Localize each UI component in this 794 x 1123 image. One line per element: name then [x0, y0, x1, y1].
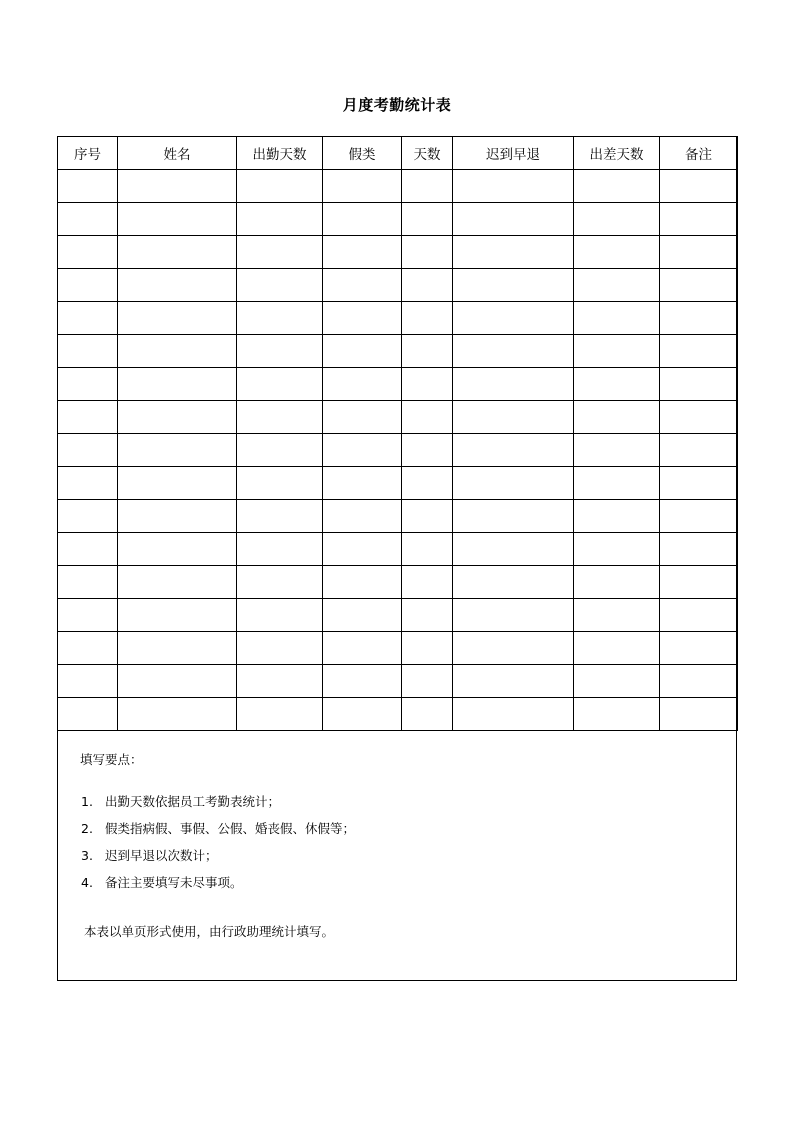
table-cell[interactable] — [58, 599, 118, 632]
table-cell[interactable] — [574, 368, 660, 401]
table-cell[interactable] — [237, 500, 323, 533]
table-cell[interactable] — [574, 269, 660, 302]
table-cell[interactable] — [574, 434, 660, 467]
table-row — [58, 236, 738, 269]
table-row — [58, 500, 738, 533]
table-cell[interactable] — [453, 302, 574, 335]
table-cell[interactable] — [118, 269, 237, 302]
table-cell[interactable] — [237, 401, 323, 434]
table-cell[interactable] — [58, 533, 118, 566]
table-cell[interactable] — [402, 203, 453, 236]
table-cell[interactable] — [453, 236, 574, 269]
table-cell[interactable] — [118, 203, 237, 236]
table-row — [58, 698, 738, 731]
table-cell[interactable] — [237, 434, 323, 467]
table-cell[interactable] — [118, 170, 237, 203]
table-row — [58, 533, 738, 566]
table-cell[interactable] — [574, 302, 660, 335]
note-number: 4. — [81, 875, 93, 890]
table-cell[interactable] — [323, 566, 402, 599]
table-cell[interactable] — [660, 467, 738, 500]
table-cell[interactable] — [118, 401, 237, 434]
note-text: 迟到早退以次数计； — [105, 848, 218, 863]
table-cell[interactable] — [237, 368, 323, 401]
column-header-attendance-days: 出勤天数 — [237, 137, 323, 170]
table-cell[interactable] — [58, 467, 118, 500]
table-cell[interactable] — [453, 665, 574, 698]
table-cell[interactable] — [402, 566, 453, 599]
table-cell[interactable] — [237, 665, 323, 698]
table-cell[interactable] — [574, 335, 660, 368]
table-row — [58, 203, 738, 236]
table-cell[interactable] — [402, 632, 453, 665]
table-cell[interactable] — [118, 698, 237, 731]
table-cell[interactable] — [574, 401, 660, 434]
table-cell[interactable] — [574, 236, 660, 269]
table-cell[interactable] — [574, 500, 660, 533]
table-cell[interactable] — [237, 632, 323, 665]
table-cell[interactable] — [453, 401, 574, 434]
column-header-late-early: 迟到早退 — [453, 137, 574, 170]
note-item — [81, 848, 355, 875]
table-cell[interactable] — [402, 500, 453, 533]
table-cell[interactable] — [323, 599, 402, 632]
table-cell[interactable] — [237, 335, 323, 368]
table-cell[interactable] — [58, 302, 118, 335]
table-cell[interactable] — [453, 566, 574, 599]
document-title: 月度考勤统计表 — [342, 96, 452, 114]
table-cell[interactable] — [453, 467, 574, 500]
table-cell[interactable] — [660, 599, 738, 632]
table-cell[interactable] — [118, 632, 237, 665]
table-cell[interactable] — [58, 269, 118, 302]
table-row — [58, 170, 738, 203]
table-cell[interactable] — [660, 632, 738, 665]
table-cell[interactable] — [118, 599, 237, 632]
table-cell[interactable] — [118, 302, 237, 335]
table-cell[interactable] — [237, 170, 323, 203]
table-cell[interactable] — [323, 269, 402, 302]
table-cell[interactable] — [402, 368, 453, 401]
table-cell[interactable] — [402, 665, 453, 698]
note-number: 2. — [81, 821, 93, 836]
table-cell[interactable] — [237, 203, 323, 236]
table-cell[interactable] — [58, 698, 118, 731]
table-cell[interactable] — [660, 434, 738, 467]
table-cell[interactable] — [453, 434, 574, 467]
table-cell[interactable] — [574, 170, 660, 203]
table-cell[interactable] — [453, 203, 574, 236]
table-cell[interactable] — [323, 203, 402, 236]
table-cell[interactable] — [323, 434, 402, 467]
table-row — [58, 434, 738, 467]
attendance-table — [57, 136, 738, 731]
table-cell[interactable] — [323, 368, 402, 401]
table-cell[interactable] — [402, 170, 453, 203]
table-cell[interactable] — [58, 665, 118, 698]
note-text: 假类指病假、事假、公假、婚丧假、休假等； — [105, 821, 356, 836]
table-cell[interactable] — [574, 566, 660, 599]
table-header-row — [58, 137, 738, 170]
table-cell[interactable] — [118, 467, 237, 500]
table-cell[interactable] — [118, 335, 237, 368]
table-cell[interactable] — [118, 533, 237, 566]
table-cell[interactable] — [574, 533, 660, 566]
table-row — [58, 665, 738, 698]
table-row — [58, 335, 738, 368]
table-cell[interactable] — [402, 533, 453, 566]
table-cell[interactable] — [660, 170, 738, 203]
table-row — [58, 467, 738, 500]
table-row — [58, 599, 738, 632]
table-cell[interactable] — [323, 632, 402, 665]
column-header-index: 序号 — [58, 137, 118, 170]
table-cell[interactable] — [323, 302, 402, 335]
table-cell[interactable] — [660, 269, 738, 302]
table-row — [58, 269, 738, 302]
table-cell[interactable] — [660, 368, 738, 401]
table-cell[interactable] — [660, 401, 738, 434]
table-cell[interactable] — [402, 269, 453, 302]
table-cell[interactable] — [237, 269, 323, 302]
table-row — [58, 368, 738, 401]
column-header-remarks: 备注 — [660, 137, 738, 170]
table-cell[interactable] — [237, 467, 323, 500]
table-cell[interactable] — [402, 599, 453, 632]
table-cell[interactable] — [323, 236, 402, 269]
table-cell[interactable] — [453, 698, 574, 731]
table-cell[interactable] — [453, 368, 574, 401]
table-cell[interactable] — [660, 302, 738, 335]
table-row — [58, 566, 738, 599]
footer-note: 本表以单页形式使用，由行政助理统计填写。 — [84, 924, 335, 939]
column-header-leave-type: 假类 — [323, 137, 402, 170]
table-cell[interactable] — [118, 434, 237, 467]
table-cell[interactable] — [237, 599, 323, 632]
table-cell[interactable] — [237, 236, 323, 269]
table-cell[interactable] — [118, 368, 237, 401]
note-text: 出勤天数依据员工考勤表统计； — [105, 794, 281, 809]
table-cell[interactable] — [58, 368, 118, 401]
table-cell[interactable] — [58, 632, 118, 665]
table-cell[interactable] — [574, 467, 660, 500]
column-header-business-trip-days: 出差天数 — [574, 137, 660, 170]
table-cell[interactable] — [58, 335, 118, 368]
table-cell[interactable] — [574, 632, 660, 665]
table-cell[interactable] — [58, 500, 118, 533]
table-cell[interactable] — [323, 500, 402, 533]
table-cell[interactable] — [402, 401, 453, 434]
note-text: 备注主要填写未尽事项。 — [105, 875, 243, 890]
table-cell[interactable] — [574, 698, 660, 731]
table-cell[interactable] — [118, 665, 237, 698]
table-row — [58, 632, 738, 665]
table-cell[interactable] — [237, 302, 323, 335]
note-number: 3. — [81, 848, 93, 863]
table-cell[interactable] — [402, 236, 453, 269]
table-cell[interactable] — [660, 533, 738, 566]
table-cell[interactable] — [402, 698, 453, 731]
note-number: 1. — [81, 794, 93, 809]
column-header-leave-days: 天数 — [402, 137, 453, 170]
table-body — [58, 170, 738, 731]
notes-heading: 填写要点： — [80, 752, 143, 767]
note-item — [81, 794, 355, 821]
table-cell[interactable] — [323, 467, 402, 500]
table-row — [58, 401, 738, 434]
table-row — [58, 302, 738, 335]
column-header-name: 姓名 — [118, 137, 237, 170]
table-cell[interactable] — [402, 434, 453, 467]
table-cell[interactable] — [118, 566, 237, 599]
table-cell[interactable] — [660, 236, 738, 269]
table-cell[interactable] — [453, 269, 574, 302]
table-cell[interactable] — [453, 533, 574, 566]
table-cell[interactable] — [58, 566, 118, 599]
table-cell[interactable] — [323, 533, 402, 566]
table-cell[interactable] — [402, 302, 453, 335]
table-cell[interactable] — [118, 236, 237, 269]
table-cell[interactable] — [660, 665, 738, 698]
table-cell[interactable] — [323, 335, 402, 368]
table-cell[interactable] — [574, 599, 660, 632]
table-cell[interactable] — [237, 566, 323, 599]
table-cell[interactable] — [660, 335, 738, 368]
table-cell[interactable] — [660, 698, 738, 731]
table-cell[interactable] — [453, 335, 574, 368]
table-cell[interactable] — [453, 599, 574, 632]
table-cell[interactable] — [660, 203, 738, 236]
note-item — [81, 875, 355, 902]
table-cell[interactable] — [660, 500, 738, 533]
table-cell[interactable] — [323, 401, 402, 434]
notes-list — [81, 794, 355, 902]
table-cell[interactable] — [574, 203, 660, 236]
table-cell[interactable] — [453, 632, 574, 665]
table-cell[interactable] — [453, 500, 574, 533]
table-cell[interactable] — [402, 467, 453, 500]
table-cell[interactable] — [58, 401, 118, 434]
table-cell[interactable] — [574, 665, 660, 698]
table-cell[interactable] — [58, 236, 118, 269]
table-cell[interactable] — [453, 170, 574, 203]
table-cell[interactable] — [58, 203, 118, 236]
table-cell[interactable] — [58, 434, 118, 467]
table-cell[interactable] — [58, 170, 118, 203]
note-item — [81, 821, 355, 848]
table-cell[interactable] — [118, 500, 237, 533]
table-cell[interactable] — [323, 698, 402, 731]
table-cell[interactable] — [660, 566, 738, 599]
table-cell[interactable] — [237, 698, 323, 731]
table-cell[interactable] — [237, 533, 323, 566]
table-cell[interactable] — [323, 170, 402, 203]
table-cell[interactable] — [323, 665, 402, 698]
table-cell[interactable] — [402, 335, 453, 368]
